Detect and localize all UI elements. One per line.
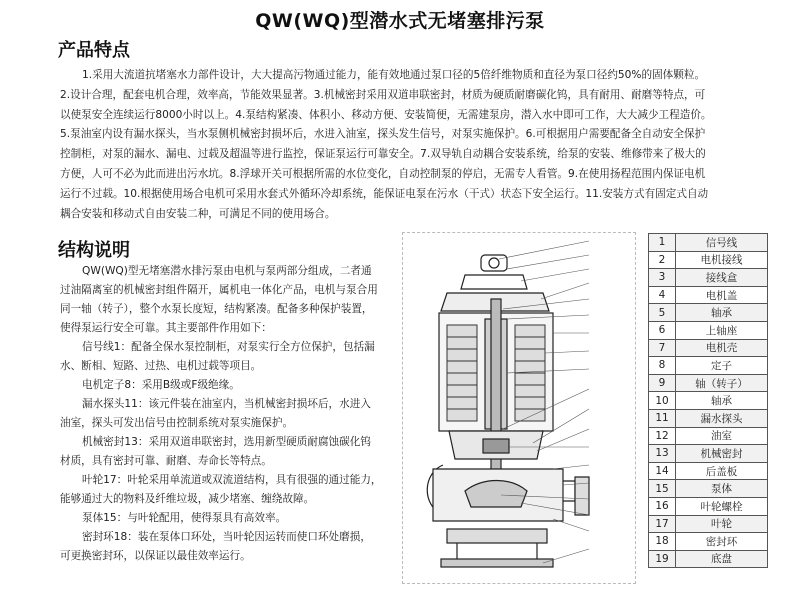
structure-line: 叶轮17：叶轮采用单流道或双流道结构，具有很强的通过能力，	[82, 474, 382, 486]
part-name: 轴（转子）	[676, 374, 768, 392]
part-name: 油室	[676, 427, 768, 445]
part-number: 7	[649, 339, 676, 357]
part-name: 电机壳	[676, 339, 768, 357]
features-line: 运行不过载。10.根据使用场合电机可采用水套式外循环冷却系统，能保证电泵在污水（干式）状态下安全运行。11.安装方式有固定式自动	[60, 187, 709, 200]
structure-line: 同一轴（转子），整个水泵长度短，结构紧凑。配备多种保护装置，	[60, 303, 373, 315]
structure-line: 泵体15：与叶轮配用，使得泵具有高效率。	[82, 512, 287, 524]
part-name: 后盖板	[676, 462, 768, 480]
part-number: 11	[649, 409, 676, 427]
parts-row	[649, 497, 768, 515]
part-number: 1	[649, 234, 676, 252]
structure-line: 过油隔离室的机械密封组件隔开，属机电一体化产品，电机与泵合用	[60, 284, 378, 296]
structure-line: 漏水探头11：该元件装在油室内，当机械密封损坏后，水进入	[82, 398, 371, 410]
part-name: 轴承	[676, 304, 768, 322]
part-number: 17	[649, 515, 676, 533]
structure-text	[60, 262, 405, 566]
part-name: 轴承	[676, 392, 768, 410]
features-heading: 产品特点	[58, 40, 130, 61]
part-number: 16	[649, 497, 676, 515]
features-line: 方便，人可不必为此而进出污水坑。8.浮球开关可根据所需的水位变化，自动控制泵的停启，无需专人看管。9.在使用扬程范围内保证电机	[60, 167, 706, 180]
part-name: 底盘	[676, 550, 768, 568]
part-number: 2	[649, 251, 676, 269]
structure-line: 机械密封13：采用双道串联密封，选用新型硬质耐腐蚀碳化钨	[82, 436, 371, 448]
structure-line: 能够通过大的物料及纤维垃圾，减少堵塞、缠绕故障。	[60, 493, 315, 505]
parts-row	[649, 409, 768, 427]
part-name: 叶轮	[676, 515, 768, 533]
part-number: 14	[649, 462, 676, 480]
part-name: 电机盖	[676, 286, 768, 304]
features-line: 以使泵安全连续运行8000小时以上。4.泵结构紧凑、体积小、移动方便、安装简便，无需建泵房，潜入水中即可工作，大大减少工程造价。	[60, 108, 712, 121]
parts-row	[649, 269, 768, 287]
page-title: QW(WQ)型潜水式无堵塞排污泵	[255, 10, 545, 32]
parts-row	[649, 339, 768, 357]
pump-drawing	[403, 233, 635, 583]
parts-row	[649, 234, 768, 252]
part-number: 6	[649, 321, 676, 339]
parts-row	[649, 251, 768, 269]
part-name: 叶轮螺栓	[676, 497, 768, 515]
part-name: 信号线	[676, 234, 768, 252]
parts-row	[649, 462, 768, 480]
structure-line: 材质，具有密封可靠、耐磨、寿命长等特点。	[60, 455, 272, 467]
parts-row	[649, 392, 768, 410]
parts-row	[649, 550, 768, 568]
parts-row	[649, 427, 768, 445]
parts-row	[649, 304, 768, 322]
parts-row	[649, 357, 768, 375]
parts-row	[649, 445, 768, 463]
part-name: 漏水探头	[676, 409, 768, 427]
parts-row	[649, 480, 768, 498]
features-text	[60, 66, 776, 224]
features-line: 1.采用大流道抗堵塞水力部件设计，大大提高污物通过能力，能有效地通过泵口径的5倍纤维物质和直径为泵口径约50%的固体颗粒。	[82, 69, 706, 81]
structure-line: 信号线1：配备全保水泵控制柜，对泵实行全方位保护，包括漏	[82, 341, 375, 353]
features-line: 2.设计合理，配套电机合理，效率高，节能效果显著。3.机械密封采用双道串联密封，材质为硬质耐磨碳化钨，具有耐用、耐磨等特点，可	[60, 88, 706, 101]
structure-line: 水、断相、短路、过热、电机过载等项目。	[60, 360, 262, 372]
features-line: 控制柜，对泵的漏水、漏电、过载及超温等进行监控，保证泵运行可靠安全。7.双导轨自动耦合安装系统，给泵的安装、维修带来了极大的	[60, 148, 706, 161]
pump-cross-section-diagram	[402, 232, 636, 584]
structure-heading: 结构说明	[58, 240, 130, 261]
part-number: 13	[649, 445, 676, 463]
parts-row	[649, 533, 768, 551]
structure-line: QW(WQ)型无堵塞潜水排污泵由电机与泵两部分组成，二者通	[82, 265, 372, 277]
part-name: 密封环	[676, 533, 768, 551]
parts-table	[648, 233, 768, 568]
part-name: 定子	[676, 357, 768, 375]
part-name: 接线盒	[676, 269, 768, 287]
part-name: 机械密封	[676, 445, 768, 463]
part-number: 19	[649, 550, 676, 568]
structure-line: 密封环18：装在泵体口环处，当叶轮因运转而使口环处磨损，	[82, 531, 371, 543]
structure-line: 电机定子8：采用B级或F级绝缘。	[82, 379, 240, 391]
part-number: 4	[649, 286, 676, 304]
part-number: 8	[649, 357, 676, 375]
structure-line: 可更换密封环，以保证以最佳效率运行。	[60, 550, 251, 562]
part-number: 9	[649, 374, 676, 392]
part-number: 5	[649, 304, 676, 322]
part-number: 10	[649, 392, 676, 410]
part-number: 3	[649, 269, 676, 287]
part-number: 18	[649, 533, 676, 551]
part-name: 电机接线	[676, 251, 768, 269]
structure-line: 油室，探头可发出信号由控制系统对泵实施保护。	[60, 417, 294, 429]
part-number: 12	[649, 427, 676, 445]
part-name: 泵体	[676, 480, 768, 498]
parts-row	[649, 321, 768, 339]
part-name: 上轴座	[676, 321, 768, 339]
structure-line: 使得泵运行安全可靠。其主要部件作用如下：	[60, 322, 272, 334]
features-line: 5.泵油室内设有漏水探头，当水泵侧机械密封损坏后，水进入油室，探头发生信号，对泵实施保护。6.可根据用户需要配备全自动安全保护	[60, 128, 706, 141]
parts-row	[649, 286, 768, 304]
part-number: 15	[649, 480, 676, 498]
features-line: 耦合安装和移动式自由安装二种，可满足不同的使用场合。	[60, 207, 336, 220]
parts-row	[649, 374, 768, 392]
parts-row	[649, 515, 768, 533]
